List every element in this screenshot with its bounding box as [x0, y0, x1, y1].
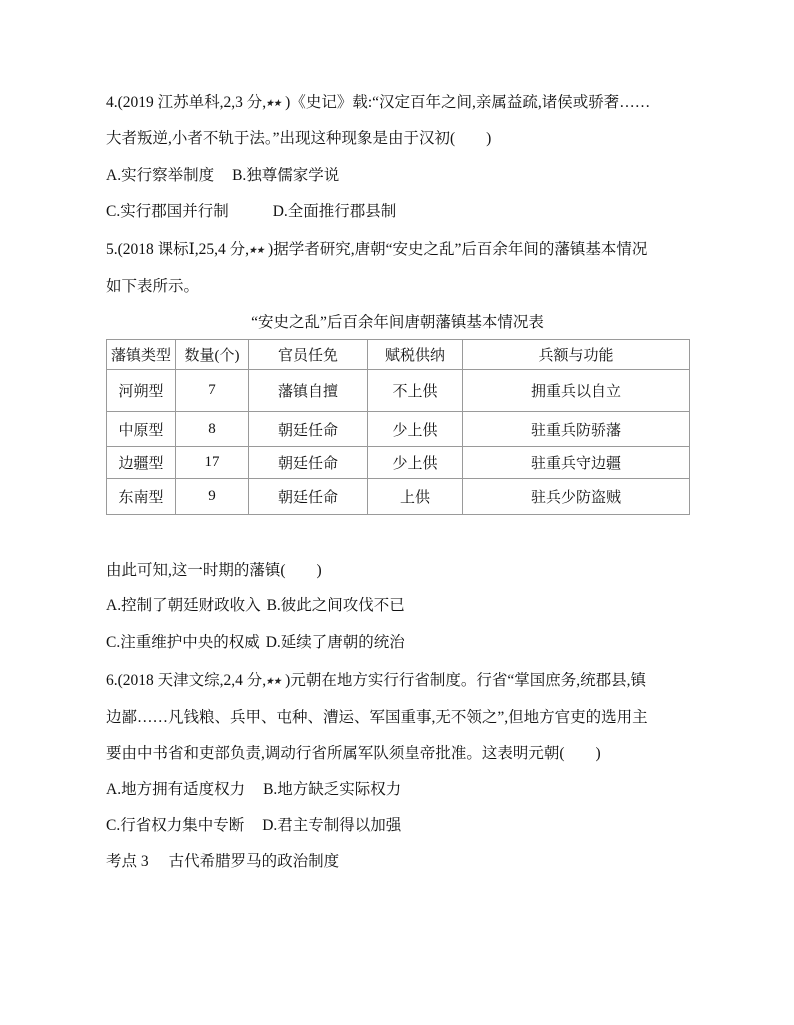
table-cell: 17 — [176, 447, 249, 479]
difficulty-stars-icon — [250, 241, 267, 261]
q4-stem-line-1 — [106, 93, 650, 114]
section-heading — [106, 852, 339, 872]
table-cell: 7 — [176, 370, 249, 412]
table-header-cell: 数量(个) — [176, 340, 249, 370]
table-row — [107, 370, 690, 412]
table-cell: 驻重兵防骄藩 — [463, 412, 690, 447]
q4-options-row-1 — [106, 166, 339, 186]
q5-option-a: A.控制了朝廷财政收入 — [106, 597, 261, 614]
table-cell: 不上供 — [368, 370, 463, 412]
table-cell: 东南型 — [107, 479, 176, 515]
table-cell: 9 — [176, 479, 249, 515]
table-cell: 少上供 — [368, 447, 463, 479]
table-row — [107, 412, 690, 447]
q4-option-b: B.独尊儒家学说 — [232, 167, 340, 184]
table-cell: 少上供 — [368, 412, 463, 447]
table-caption: “安史之乱”后百余年间唐朝藩镇基本情况表 — [251, 314, 544, 331]
q5-option-b: B.彼此之间攻伐不已 — [266, 597, 405, 614]
difficulty-stars-icon — [267, 94, 284, 114]
q5-options-row-1 — [106, 596, 405, 616]
q6-stem-line-2: 边鄙……凡钱粮、兵甲、屯种、漕运、军国重事,无不领之”,但地方官吏的选用主 — [106, 709, 648, 726]
difficulty-stars-icon — [267, 672, 284, 692]
q4-option-d: D.全面推行郡县制 — [272, 203, 397, 220]
q6-stem-line-1 — [106, 671, 646, 692]
q6-option-b: B.地方缺乏实际权力 — [263, 781, 402, 798]
q6-options-row-1 — [106, 780, 401, 800]
table-cell: 上供 — [368, 479, 463, 515]
q5-option-d: D.延续了唐朝的统治 — [265, 634, 405, 651]
table-cell: 拥重兵以自立 — [463, 370, 690, 412]
table-header-row — [107, 340, 690, 370]
table-header-cell: 藩镇类型 — [107, 340, 176, 370]
section-title: 古代希腊罗马的政治制度 — [168, 853, 340, 870]
section-label: 考点 3 — [106, 853, 149, 870]
q5-stem-line-2: 如下表所示。 — [106, 278, 200, 295]
table-cell: 朝廷任命 — [249, 412, 368, 447]
table-cell: 朝廷任命 — [249, 447, 368, 479]
table-cell: 驻重兵守边疆 — [463, 447, 690, 479]
q4-options-row-2 — [106, 202, 396, 222]
q5-question: 由此可知,这一时期的藩镇( ) — [106, 562, 322, 579]
table-header-cell: 赋税供纳 — [368, 340, 463, 370]
q5-options-row-2 — [106, 633, 405, 653]
table-cell: 朝廷任命 — [249, 479, 368, 515]
q6-options-row-2 — [106, 816, 401, 836]
q4-option-c: C.实行郡国并行制 — [106, 203, 229, 220]
q4-stem-line-2: 大者叛逆,小者不轨于法。”出现这种现象是由于汉初( ) — [106, 130, 492, 147]
table-cell: 驻兵少防盗贼 — [463, 479, 690, 515]
q4-option-a: A.实行察举制度 — [106, 167, 215, 184]
table-row — [107, 447, 690, 479]
table-cell: 河朔型 — [107, 370, 176, 412]
table-header-cell: 官员任免 — [249, 340, 368, 370]
table-cell: 藩镇自擅 — [249, 370, 368, 412]
table-cell: 8 — [176, 412, 249, 447]
table-header-cell: 兵额与功能 — [463, 340, 690, 370]
table-cell: 中原型 — [107, 412, 176, 447]
q6-option-c: C.行省权力集中专断 — [106, 817, 245, 834]
q6-source-prefix: 6.(2018 天津文综,2,4 分, — [106, 672, 267, 689]
table-cell: 边疆型 — [107, 447, 176, 479]
q5-stem-text: )据学者研究,唐朝“安史之乱”后百余年间的藩镇基本情况 — [268, 241, 648, 258]
q5-option-c: C.注重维护中央的权威 — [106, 634, 260, 651]
fanzhen-table — [106, 339, 690, 515]
q4-stem-text: )《史记》载:“汉定百年之间,亲属益疏,诸侯或骄奢…… — [285, 94, 651, 111]
q6-stem-line-3: 要由中书省和吏部负责,调动行省所属军队须皇帝批准。这表明元朝( ) — [106, 745, 601, 762]
q6-stem-text: )元朝在地方实行行省制度。行省“掌国庶务,统郡县,镇 — [285, 672, 646, 689]
q5-source-prefix: 5.(2018 课标Ⅰ,25,4 分, — [106, 241, 250, 258]
table-row — [107, 479, 690, 515]
q6-option-a: A.地方拥有适度权力 — [106, 781, 246, 798]
q4-source-prefix: 4.(2019 江苏单科,2,3 分, — [106, 94, 267, 111]
q5-stem-line-1 — [106, 240, 647, 261]
q6-option-d: D.君主专制得以加强 — [262, 817, 402, 834]
